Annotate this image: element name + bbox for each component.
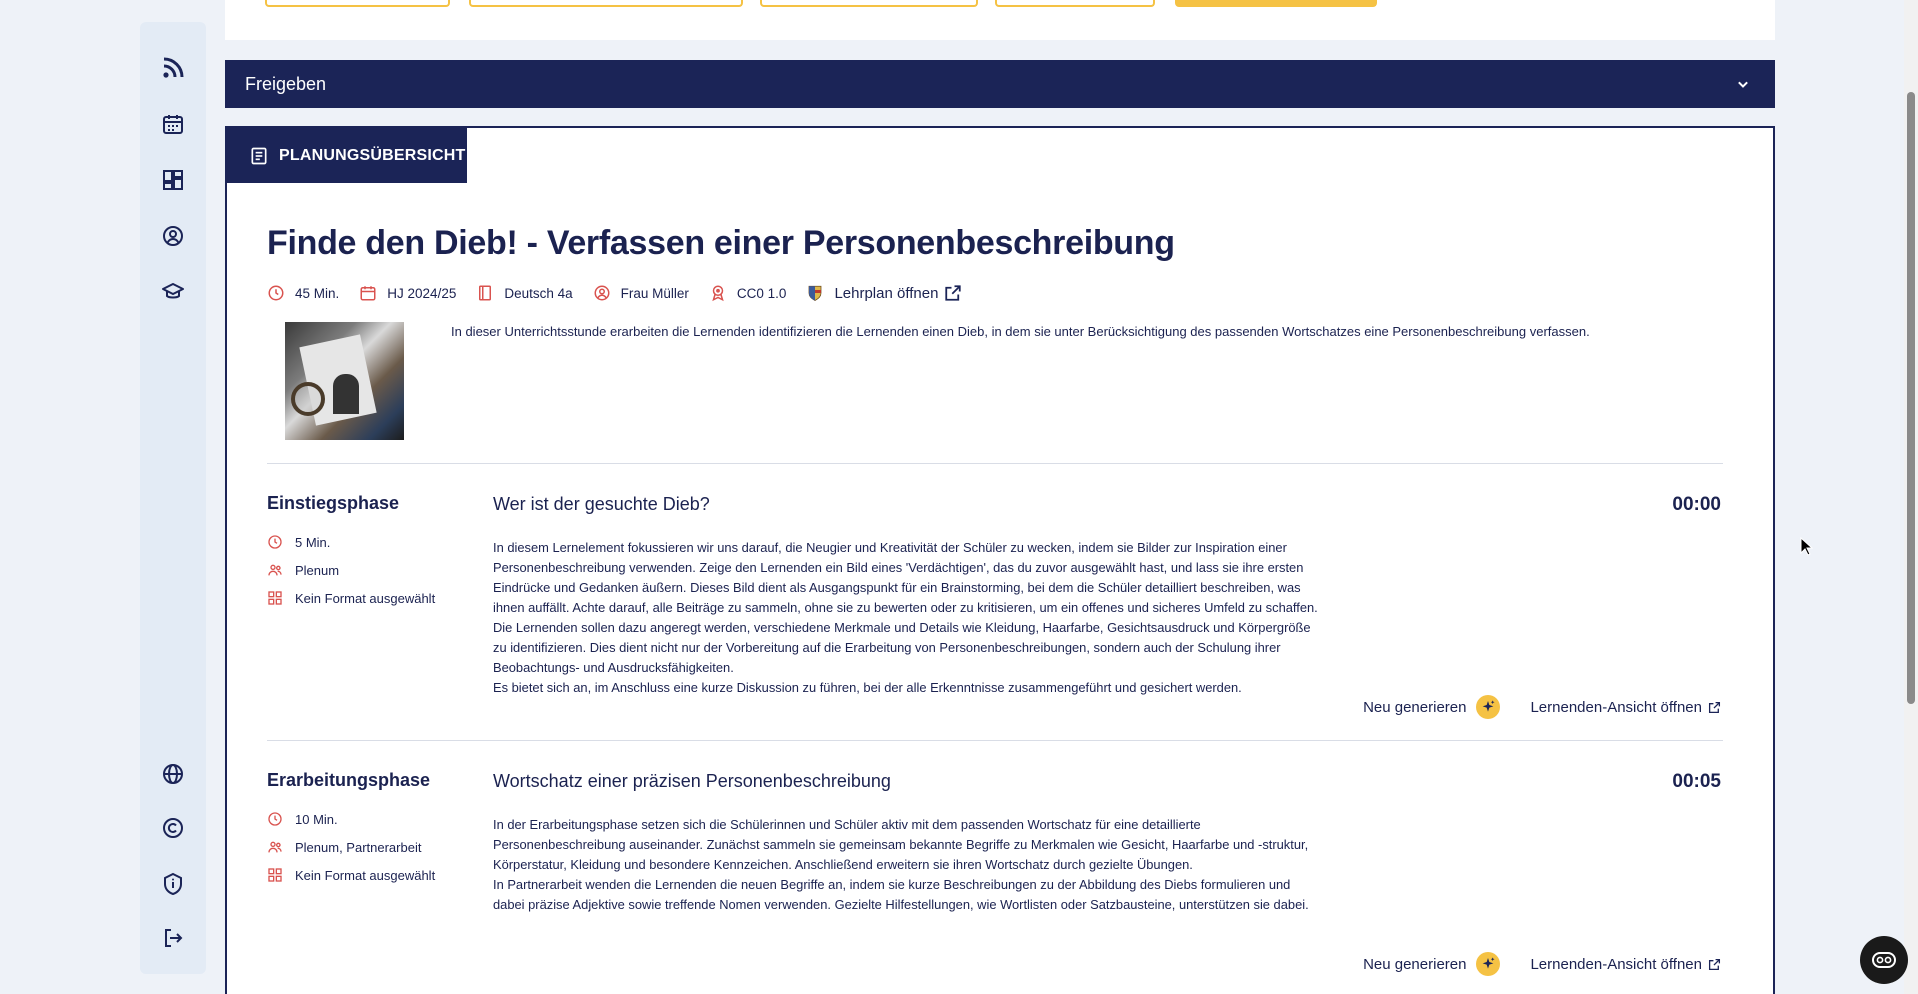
clock-icon	[267, 284, 285, 302]
page-title: Finde den Dieb! - Verfassen einer Personenbeschreibung	[267, 224, 1175, 262]
phase-paragraph: In diesem Lernelement fokussieren wir uns darauf, die Neugier und Kreativität der Schüler zu wecken, indem sie Bilder zur Inspiration einer Personenbeschreibung verwenden. Zeige den Lernenden ein Bild eines 'Verdächtigen', das du zuvor ausgewählt hast, und lass sie ihre ersten Eindrücke und Gedanken äußern. Dieses Bild dient als Ausgangspunkt für ein Brainstorming, bei dem die Schüler detailliert beschreiben, was ihnen auffällt. Achte darauf, alle Beiträge zu sammeln, ohne sie zu bewerten oder zu kritisieren, um ein offenes und sicheres Umfeld zu schaffen.	[493, 540, 1318, 615]
external-link-icon	[944, 284, 962, 302]
grid-icon	[267, 867, 283, 883]
meta-term	[359, 284, 456, 302]
sparkle-icon	[1476, 952, 1500, 976]
lesson-thumbnail	[285, 322, 404, 440]
scrollbar-thumb[interactable]	[1907, 92, 1915, 704]
globe-icon[interactable]	[140, 756, 206, 792]
phase-format	[267, 590, 435, 606]
dashboard-icon[interactable]	[140, 162, 206, 198]
shield-icon[interactable]	[140, 866, 206, 902]
curriculum-link-text: Lehrplan öffnen	[834, 284, 939, 302]
lesson-meta	[267, 284, 992, 302]
phase-actions	[1363, 695, 1721, 719]
divider	[267, 463, 1723, 464]
grid-icon	[267, 590, 283, 606]
book-icon	[476, 284, 494, 302]
user-circle-icon	[593, 284, 611, 302]
filter-chip[interactable]	[995, 0, 1155, 7]
tab-label: PLANUNGSÜBERSICHT	[279, 146, 466, 164]
document-icon	[249, 146, 269, 166]
divider	[267, 740, 1723, 741]
users-icon	[267, 839, 283, 855]
chevron-down-icon	[1733, 74, 1753, 94]
regenerate-label: Neu generieren	[1363, 698, 1467, 716]
award-icon	[709, 284, 727, 302]
phase-social-form	[267, 839, 421, 855]
filter-chip-primary[interactable]	[1175, 0, 1377, 7]
coat-of-arms-icon	[806, 284, 824, 302]
phase-duration	[267, 811, 338, 827]
meta-duration-text: 45 Min.	[295, 285, 340, 301]
freigeben-label: Freigeben	[245, 73, 327, 94]
phase-name: Einstiegsphase	[267, 493, 400, 513]
curriculum-link[interactable]	[806, 284, 972, 302]
freigeben-accordion[interactable]	[225, 60, 1775, 108]
meta-teacher	[593, 284, 689, 302]
phase-social-form-text: Plenum	[295, 562, 340, 578]
clock-icon	[267, 811, 283, 827]
phase-paragraph: In der Erarbeitungsphase setzen sich die Schülerinnen und Schüler aktiv mit dem passenden Wortschatz für eine detaillierte Personenbeschreibung auseinander. Zunächst sammeln sie gemeinsam bekannte Begriffe zu Merkmalen wie Gesicht, Haarfarbe und -struktur, Körperstatur, Kleidung und besondere Kennzeichen. Anschließend erweitern sie ihren Wortschatz durch gezielte Übungen.	[493, 817, 1309, 872]
chat-button[interactable]	[1860, 936, 1908, 984]
tab-planungsuebersicht[interactable]	[227, 128, 467, 183]
open-student-view-link[interactable]	[1530, 699, 1721, 716]
phase-actions	[1363, 952, 1721, 976]
logout-icon[interactable]	[140, 920, 206, 956]
phase-duration-text: 5 Min.	[295, 534, 331, 550]
phase-duration	[267, 534, 330, 550]
filter-chip[interactable]	[469, 0, 743, 7]
phase-duration-text: 10 Min.	[295, 811, 338, 827]
rss-icon[interactable]	[140, 50, 206, 86]
phase-name: Erarbeitungsphase	[267, 770, 431, 790]
copyright-icon[interactable]	[140, 810, 206, 846]
user-circle-icon[interactable]	[140, 218, 206, 254]
planning-overview-card	[225, 126, 1775, 994]
phase-title: Wortschatz einer präzisen Personenbeschreibung	[493, 771, 891, 791]
phase-time: 00:05	[1672, 771, 1721, 792]
regenerate-button[interactable]	[1363, 695, 1500, 719]
phase-format-text: Kein Format ausgewählt	[295, 590, 436, 606]
phase-time: 00:00	[1672, 494, 1721, 515]
meta-teacher-text: Frau Müller	[620, 285, 689, 301]
open-student-view-link[interactable]	[1530, 956, 1721, 973]
users-icon	[267, 562, 283, 578]
open-student-view-label: Lernenden-Ansicht öffnen	[1530, 955, 1702, 973]
meta-term-text: HJ 2024/25	[387, 285, 457, 301]
filter-chip[interactable]	[760, 0, 978, 7]
regenerate-label: Neu generieren	[1363, 955, 1467, 973]
calendar-icon	[359, 284, 377, 302]
graduation-cap-icon[interactable]	[140, 274, 206, 310]
meta-subject-text: Deutsch 4a	[504, 285, 573, 301]
filter-strip	[225, 0, 1775, 40]
meta-duration	[267, 284, 339, 302]
calendar-icon[interactable]	[140, 106, 206, 142]
phase-title: Wer ist der gesuchte Dieb?	[493, 494, 710, 514]
phase-format	[267, 867, 435, 883]
chat-icon	[1871, 951, 1897, 969]
phase-social-form	[267, 562, 339, 578]
open-student-view-label: Lernenden-Ansicht öffnen	[1530, 698, 1702, 716]
meta-license-text: CC0 1.0	[736, 285, 787, 301]
meta-license	[709, 284, 787, 302]
phase-text	[493, 538, 1318, 698]
phase-paragraph: Es bietet sich an, im Anschluss eine kurze Diskussion zu führen, bei der alle Erkenntnisse zusammengeführt und gesichert werden.	[493, 680, 1242, 695]
phase-social-form-text: Plenum, Partnerarbeit	[295, 839, 422, 855]
phase-paragraph: Die Lernenden sollen dazu angeregt werden, verschiedene Merkmale und Details wie Kleidung, Haarfarbe, Gesichtsausdruck und Körpergröße zu identifizieren. Dies dient nicht nur der Vorbereitung auf die Erarbeitung von Personenbeschreibungen, sondern auch der Schulung ihrer Beobachtungs- und Ausdrucksfähigkeiten.	[493, 620, 1311, 675]
clock-icon	[267, 534, 283, 550]
scrollbar[interactable]	[1904, 0, 1918, 994]
regenerate-button[interactable]	[1363, 952, 1500, 976]
phase-paragraph: In Partnerarbeit wenden die Lernenden die neuen Begriffe an, indem sie kurze Beschreibungen zu der Abbildung des Diebs formulieren und dabei präzise Adjektive sowie treffende Nomen verwenden. Gezielte Hilfestellungen, wie Wortlisten oder Satzbausteine, unterstützen sie dabei.	[493, 877, 1309, 912]
phase-text	[493, 815, 1318, 915]
phase-format-text: Kein Format ausgewählt	[295, 867, 436, 883]
external-link-icon	[1708, 958, 1721, 971]
external-link-icon	[1708, 701, 1721, 714]
sidebar	[140, 22, 206, 974]
meta-subject	[476, 284, 572, 302]
filter-chip[interactable]	[265, 0, 450, 7]
lesson-description: In dieser Unterrichtsstunde erarbeiten die Lernenden identifizieren die Lernenden einen Dieb, in dem sie unter Berücksichtigung des passenden Wortschatzes eine Personenbeschreibung verfassen.	[451, 324, 1590, 339]
sparkle-icon	[1476, 695, 1500, 719]
mouse-cursor-icon	[1800, 537, 1814, 557]
